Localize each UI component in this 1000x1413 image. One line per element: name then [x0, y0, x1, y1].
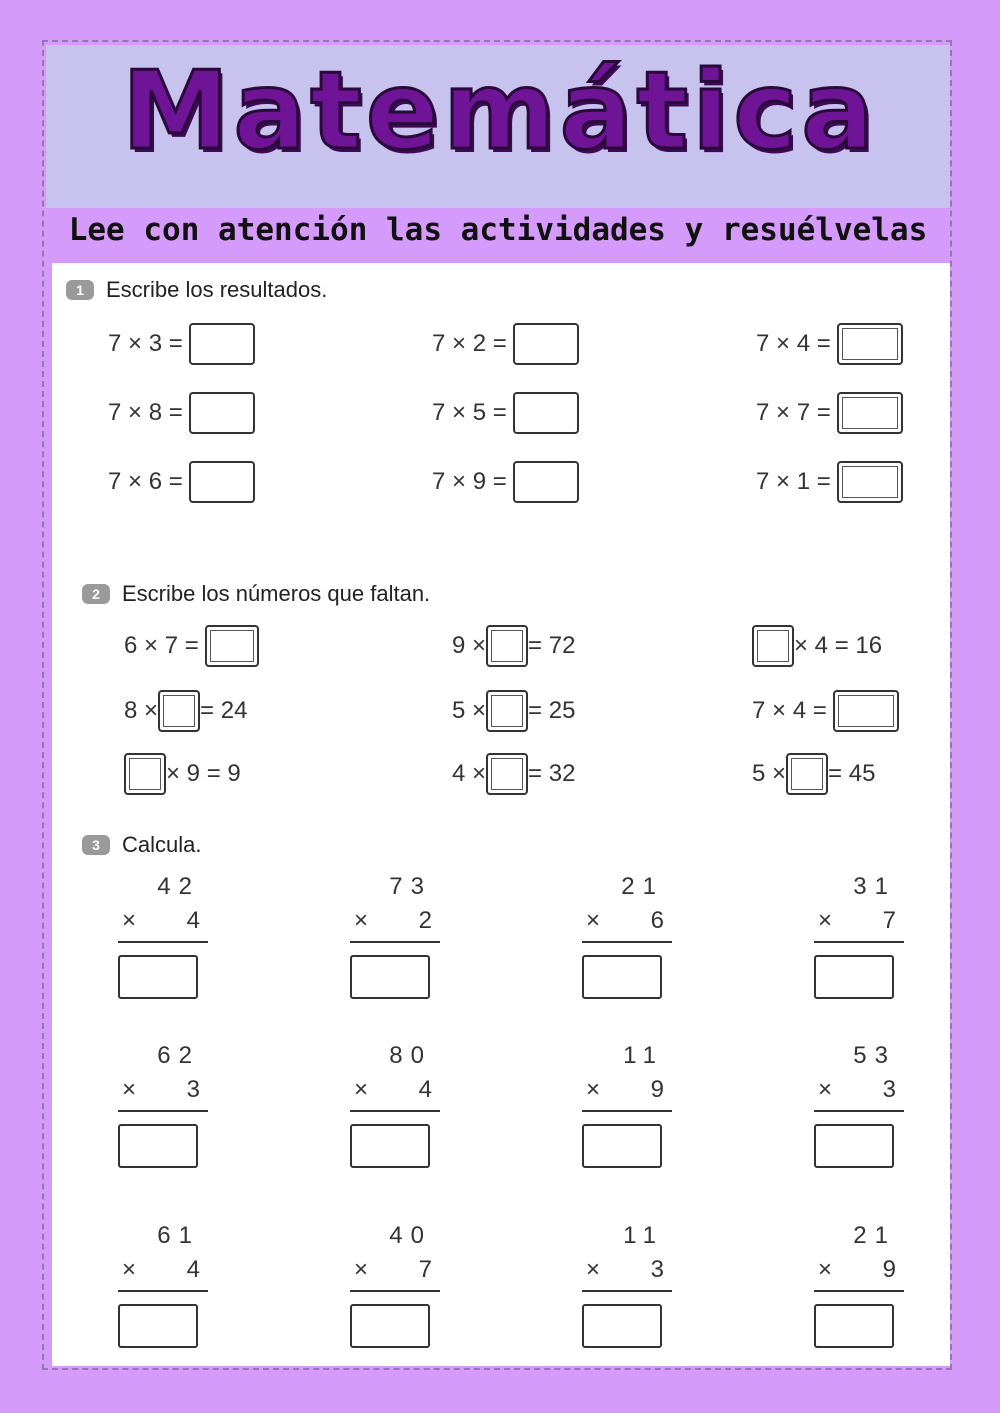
- equation: [432, 461, 579, 503]
- answer-box[interactable]: [814, 1304, 894, 1348]
- times-sign: ×: [818, 1076, 833, 1103]
- times-sign: ×: [122, 1076, 137, 1103]
- answer-box[interactable]: [786, 753, 828, 795]
- multiplication-problem: [814, 1222, 904, 1348]
- multiplicand: 61: [157, 1222, 200, 1249]
- multiplicand: 73: [389, 873, 432, 900]
- multiplicand: 62: [157, 1042, 200, 1069]
- answer-box[interactable]: [752, 625, 794, 667]
- answer-box[interactable]: [837, 461, 903, 503]
- answer-box[interactable]: [118, 1124, 198, 1168]
- answer-box[interactable]: [350, 955, 430, 999]
- equation: [108, 323, 255, 365]
- multiplication-problem: [350, 1222, 440, 1348]
- equation-text: 6 × 7 =: [124, 632, 199, 659]
- missing-number-equation: [752, 753, 875, 795]
- equation-text: 8 ×: [124, 697, 159, 724]
- equation-text: 4 ×: [452, 760, 487, 787]
- equation-text: × 4 = 16: [794, 632, 883, 659]
- section-number-badge: 1: [66, 280, 94, 300]
- missing-number-equation: [452, 625, 575, 667]
- equation: [108, 392, 255, 434]
- answer-box[interactable]: [513, 392, 579, 434]
- result-line: [814, 1110, 904, 1112]
- equation: [756, 323, 903, 365]
- multiplicand: 21: [853, 1222, 896, 1249]
- answer-box[interactable]: [582, 1304, 662, 1348]
- section-3-heading: [82, 832, 201, 858]
- equation: [432, 323, 579, 365]
- times-sign: ×: [586, 1076, 601, 1103]
- multiplication-problem: [118, 1222, 208, 1348]
- answer-box[interactable]: [486, 625, 528, 667]
- times-sign: ×: [818, 1256, 833, 1283]
- answer-box[interactable]: [189, 461, 255, 503]
- multiplication-problem: [582, 1222, 672, 1348]
- result-line: [118, 1290, 208, 1292]
- section-number-badge: 2: [82, 584, 110, 604]
- equation-text: 7 × 7 =: [756, 399, 831, 426]
- answer-box[interactable]: [486, 753, 528, 795]
- multiplier: 9: [882, 1256, 896, 1283]
- result-line: [582, 1290, 672, 1292]
- answer-box[interactable]: [124, 753, 166, 795]
- multiplicand: 80: [389, 1042, 432, 1069]
- multiplier: 4: [418, 1076, 432, 1103]
- result-line: [350, 941, 440, 943]
- multiplication-problem: [814, 1042, 904, 1168]
- worksheet: [52, 263, 950, 1366]
- answer-box[interactable]: [118, 955, 198, 999]
- equation-text: = 45: [828, 760, 876, 787]
- result-line: [582, 941, 672, 943]
- answer-box[interactable]: [350, 1304, 430, 1348]
- missing-number-equation: [752, 625, 882, 667]
- answer-box[interactable]: [837, 392, 903, 434]
- answer-box[interactable]: [513, 461, 579, 503]
- answer-box[interactable]: [814, 955, 894, 999]
- answer-box[interactable]: [513, 323, 579, 365]
- equation-text: 5 ×: [452, 697, 487, 724]
- result-line: [814, 941, 904, 943]
- result-line: [350, 1110, 440, 1112]
- multiplicand: 11: [623, 1042, 664, 1069]
- missing-number-equation: [452, 690, 575, 732]
- answer-box[interactable]: [205, 625, 259, 667]
- answer-box[interactable]: [118, 1304, 198, 1348]
- section-2-heading: [82, 581, 430, 607]
- result-line: [582, 1110, 672, 1112]
- multiplier: 4: [186, 907, 200, 934]
- multiplier: 3: [186, 1076, 200, 1103]
- section-title: Escribe los resultados.: [106, 277, 328, 302]
- equation-text: = 24: [200, 697, 248, 724]
- multiplier: 9: [650, 1076, 664, 1103]
- times-sign: ×: [586, 907, 601, 934]
- times-sign: ×: [122, 1256, 137, 1283]
- multiplicand: 53: [853, 1042, 896, 1069]
- multiplicand: 11: [623, 1222, 664, 1249]
- multiplier: 2: [418, 907, 432, 934]
- answer-box[interactable]: [814, 1124, 894, 1168]
- times-sign: ×: [818, 907, 833, 934]
- equation-text: = 25: [528, 697, 576, 724]
- result-line: [814, 1290, 904, 1292]
- answer-box[interactable]: [350, 1124, 430, 1168]
- equation-text: 7 × 1 =: [756, 468, 831, 495]
- multiplication-problem: [118, 1042, 208, 1168]
- page-title: Matemática: [121, 49, 879, 174]
- multiplicand: 42: [157, 873, 200, 900]
- equation-text: 7 × 3 =: [108, 330, 183, 357]
- equation-text: 7 × 2 =: [432, 330, 507, 357]
- equation: [756, 392, 903, 434]
- equation-text: 9 ×: [452, 632, 487, 659]
- section-number-badge: 3: [82, 835, 110, 855]
- answer-box[interactable]: [189, 323, 255, 365]
- times-sign: ×: [354, 1076, 369, 1103]
- multiplicand: 40: [389, 1222, 432, 1249]
- equation-text: = 32: [528, 760, 576, 787]
- times-sign: ×: [354, 1256, 369, 1283]
- multiplier: 6: [650, 907, 664, 934]
- equation: [108, 461, 255, 503]
- answer-box[interactable]: [837, 323, 903, 365]
- multiplier: 4: [186, 1256, 200, 1283]
- equation: [432, 392, 579, 434]
- answer-box[interactable]: [833, 690, 899, 732]
- answer-box[interactable]: [582, 955, 662, 999]
- answer-box[interactable]: [189, 392, 255, 434]
- result-line: [118, 941, 208, 943]
- multiplication-problem: [582, 1042, 672, 1168]
- section-title: Escribe los números que faltan.: [122, 581, 431, 606]
- page-subtitle: Lee con atención las actividades y resuélvelas: [68, 212, 928, 248]
- multiplier: 7: [418, 1256, 432, 1283]
- answer-box[interactable]: [486, 690, 528, 732]
- times-sign: ×: [586, 1256, 601, 1283]
- equation-text: 7 × 4 =: [752, 697, 827, 724]
- multiplier: 3: [650, 1256, 664, 1283]
- result-line: [118, 1110, 208, 1112]
- multiplication-problem: [350, 1042, 440, 1168]
- multiplication-problem: [582, 873, 672, 999]
- section-title: Calcula.: [122, 832, 202, 857]
- equation-text: = 72: [528, 632, 576, 659]
- missing-number-equation: [752, 690, 899, 732]
- equation-text: × 9 = 9: [166, 760, 241, 787]
- equation-text: 7 × 8 =: [108, 399, 183, 426]
- multiplication-problem: [350, 873, 440, 999]
- missing-number-equation: [124, 625, 259, 667]
- multiplication-problem: [118, 873, 208, 999]
- result-line: [350, 1290, 440, 1292]
- multiplicand: 31: [853, 873, 896, 900]
- equation-text: 7 × 4 =: [756, 330, 831, 357]
- equation-text: 5 ×: [752, 760, 787, 787]
- equation-text: 7 × 9 =: [432, 468, 507, 495]
- equation-text: 7 × 6 =: [108, 468, 183, 495]
- equation-text: 7 × 5 =: [432, 399, 507, 426]
- multiplier: 3: [882, 1076, 896, 1103]
- times-sign: ×: [122, 907, 137, 934]
- missing-number-equation: [124, 753, 241, 795]
- answer-box[interactable]: [582, 1124, 662, 1168]
- times-sign: ×: [354, 907, 369, 934]
- missing-number-equation: [124, 690, 247, 732]
- answer-box[interactable]: [158, 690, 200, 732]
- multiplier: 7: [882, 907, 896, 934]
- multiplicand: 21: [621, 873, 664, 900]
- section-1-heading: [66, 277, 327, 303]
- multiplication-problem: [814, 873, 904, 999]
- missing-number-equation: [452, 753, 575, 795]
- equation: [756, 461, 903, 503]
